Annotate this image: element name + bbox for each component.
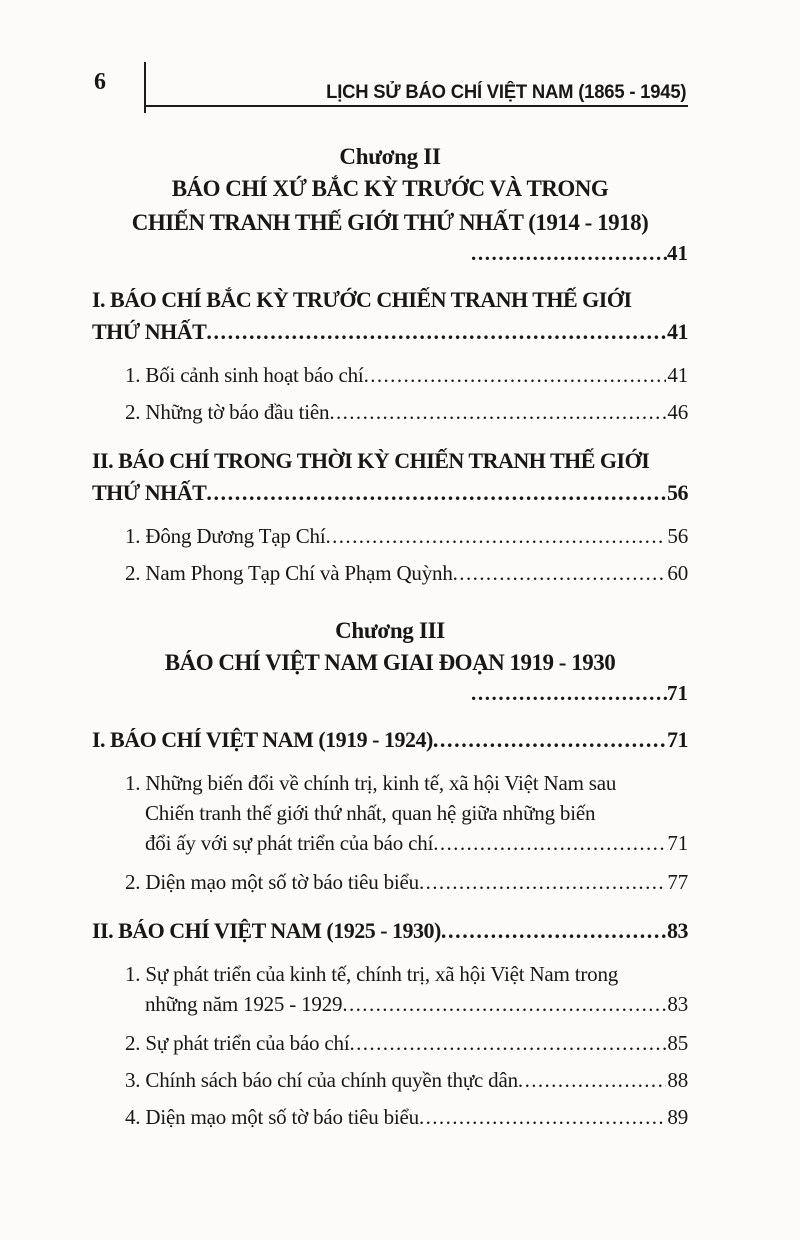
- section-heading-line: THỨ NHẤT: [92, 319, 207, 344]
- page-ref: 56: [667, 480, 688, 505]
- toc-item-label: 4. Diện mạo một số tờ báo tiêu biểu: [125, 1105, 419, 1129]
- chapter-3-label: Chương III: [335, 618, 445, 643]
- dot-leader: [349, 1028, 666, 1058]
- toc-item-label: 2. Nam Phong Tạp Chí và Phạm Quỳnh: [125, 561, 453, 585]
- dot-leader: [433, 724, 666, 756]
- toc-item-label: 1. Đông Dương Tạp Chí: [125, 524, 326, 548]
- dot-leader: [325, 521, 666, 551]
- section-heading-line: I. BÁO CHÍ VIỆT NAM (1919 - 1924): [92, 727, 433, 752]
- section-3-heading: [92, 724, 688, 756]
- page-ref: 85: [667, 1031, 688, 1055]
- chapter-2-title-line-2: CHIẾN TRANH THẾ GIỚI THỨ NHẤT (1914 - 1918): [131, 210, 649, 235]
- toc-item-label: 2. Sự phát triển của báo chí: [125, 1031, 350, 1055]
- chapter-2-page-row: [92, 240, 688, 266]
- toc-item-label: 2. Những tờ báo đầu tiên: [125, 400, 330, 424]
- page-ref: 60: [667, 561, 688, 585]
- toc-item-label: 1. Bối cảnh sinh hoạt báo chí: [125, 363, 364, 387]
- toc-item: [92, 768, 688, 858]
- page-number: 6: [94, 69, 106, 95]
- toc-content: [92, 118, 688, 1132]
- toc-item-continuation: Chiến tranh thế giới thứ nhất, quan hệ giữa những biến: [145, 801, 596, 825]
- toc-item: [92, 521, 688, 551]
- page-ref: 41: [667, 319, 688, 344]
- dot-leader: [206, 477, 666, 509]
- page-ref: 71: [667, 681, 688, 705]
- section-heading-page-row: [92, 316, 688, 348]
- dot-leader: [364, 360, 667, 390]
- dot-leader: [419, 1102, 666, 1132]
- page-ref: 89: [667, 1105, 688, 1129]
- section-2-heading: [92, 445, 688, 509]
- dot-leader: [342, 989, 666, 1019]
- page-ref: 83: [667, 918, 688, 943]
- page-ref: 46: [667, 400, 688, 424]
- chapter-3-page-row: [92, 680, 688, 706]
- toc-item-line: 1. Sự phát triển của kinh tế, chính trị, xã hội Việt Nam trong: [125, 962, 619, 986]
- toc-item: [92, 558, 688, 588]
- page-ref: 71: [667, 831, 688, 855]
- dot-leader: [471, 680, 667, 706]
- dot-leader: [206, 316, 666, 348]
- page-ref: 56: [667, 524, 688, 548]
- section-4-heading: [92, 915, 688, 947]
- toc-item-line: 1. Những biến đổi về chính trị, kinh tế, xã hội Việt Nam sau: [125, 771, 617, 795]
- dot-leader: [518, 1065, 666, 1095]
- section-heading-line: I. BÁO CHÍ BẮC KỲ TRƯỚC CHIẾN TRANH THẾ GIỚI: [92, 287, 632, 312]
- chapter-2-label: Chương II: [339, 144, 441, 169]
- section-heading-page-row: [92, 724, 688, 756]
- toc-item-label: 3. Chính sách báo chí của chính quyền thực dân: [125, 1068, 518, 1092]
- dot-leader: [419, 867, 666, 897]
- chapter-2-block: [92, 142, 688, 266]
- page-ref: 77: [667, 870, 688, 894]
- dot-leader: [471, 240, 667, 266]
- header-rule: [144, 62, 688, 107]
- toc-item-continuation: những năm 1925 - 1929: [145, 992, 343, 1016]
- toc-item-label: 2. Diện mạo một số tờ báo tiêu biểu: [125, 870, 419, 894]
- dot-leader: [453, 558, 667, 588]
- toc-item: [92, 360, 688, 390]
- page-header: [92, 62, 688, 110]
- chapter-3-title-line-1: BÁO CHÍ VIỆT NAM GIAI ĐOẠN 1919 - 1930: [164, 650, 616, 675]
- toc-item: [92, 1065, 688, 1095]
- dot-leader: [433, 828, 666, 858]
- section-3-items: [92, 768, 688, 897]
- dot-leader: [441, 915, 666, 947]
- section-heading-line: THỨ NHẤT: [92, 480, 207, 505]
- page-ref: 71: [667, 727, 688, 752]
- dot-leader: [329, 397, 666, 427]
- section-4-items: [92, 959, 688, 1132]
- section-2-items: [92, 521, 688, 588]
- section-1-heading: [92, 284, 688, 348]
- toc-item: [92, 959, 688, 1019]
- chapter-3-block: [92, 616, 688, 706]
- page-ref: 83: [667, 992, 688, 1016]
- chapter-2-title-line-1: BÁO CHÍ XỨ BẮC KỲ TRƯỚC VÀ TRONG: [171, 176, 609, 201]
- section-heading-line: II. BÁO CHÍ VIỆT NAM (1925 - 1930): [92, 918, 441, 943]
- section-heading-line: II. BÁO CHÍ TRONG THỜI KỲ CHIẾN TRANH THẾ GIỚI: [92, 448, 650, 473]
- toc-item: [92, 1028, 688, 1058]
- section-heading-page-row: [92, 477, 688, 509]
- toc-item: [92, 397, 688, 427]
- page-ref: 41: [667, 241, 688, 265]
- book-title: LỊCH SỬ BÁO CHÍ VIỆT NAM (1865 - 1945): [325, 82, 686, 103]
- page-ref: 88: [667, 1068, 688, 1092]
- toc-item: [92, 867, 688, 897]
- section-heading-page-row: [92, 915, 688, 947]
- section-1-items: [92, 360, 688, 427]
- page-ref: 41: [667, 363, 688, 387]
- toc-item-continuation: đổi ấy với sự phát triển của báo chí: [145, 831, 434, 855]
- toc-item: [92, 1102, 688, 1132]
